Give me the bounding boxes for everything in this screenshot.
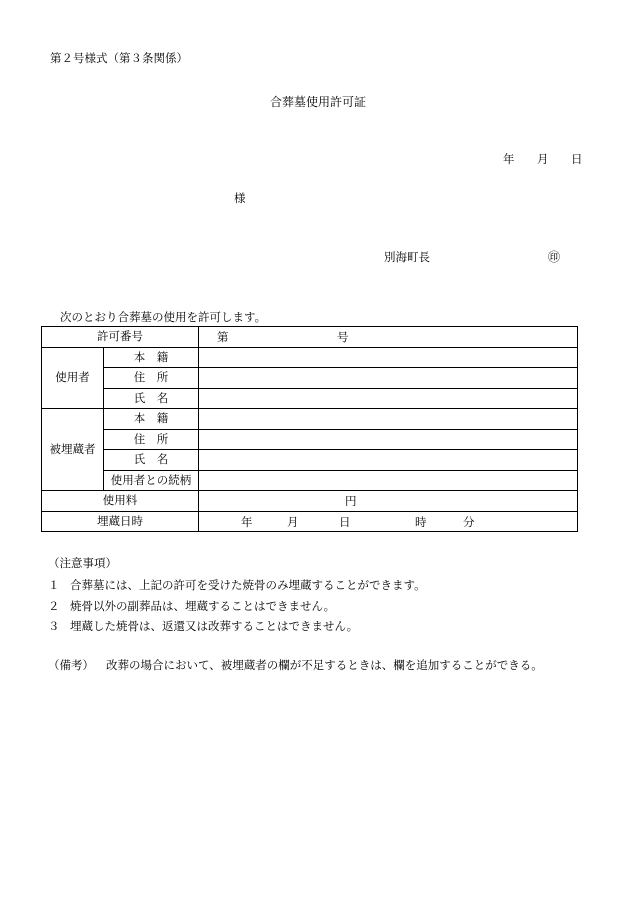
deceased-address-label: 住 所 <box>104 429 199 450</box>
relation-label: 使用者との続柄 <box>104 470 199 491</box>
burial-month-unit: 月 <box>287 514 299 529</box>
burial-datetime-label: 埋蔵日時 <box>42 511 199 532</box>
document-title: 合葬墓使用許可証 <box>270 95 367 109</box>
permit-number-prefix: 第 <box>217 330 229 344</box>
table-row <box>42 450 578 471</box>
note-number: １ <box>48 578 60 592</box>
user-honseki-label: 本 籍 <box>104 347 199 368</box>
date-day-label: 日 <box>571 152 583 166</box>
permit-number-label: 許可番号 <box>42 327 199 348</box>
date-month-label: 月 <box>537 152 549 166</box>
user-name-value <box>199 388 578 409</box>
deceased-honseki-value <box>199 409 578 430</box>
deceased-name-label: 氏 名 <box>104 450 199 471</box>
deceased-group-label: 被埋蔵者 <box>42 409 104 491</box>
table-row <box>42 429 578 450</box>
fee-cell <box>199 491 578 512</box>
note-number: ３ <box>48 619 60 633</box>
fee-label: 使用料 <box>42 491 199 512</box>
form-number: 第２号様式（第３条関係） <box>50 51 188 65</box>
addressee-suffix: 様 <box>234 191 246 205</box>
date-year-label: 年 <box>503 152 515 166</box>
user-address-label: 住 所 <box>104 368 199 389</box>
permit-number-suffix: 号 <box>337 330 349 344</box>
issuer-name: 別海町長 <box>384 250 430 264</box>
burial-year-unit: 年 <box>241 514 253 529</box>
table-row <box>42 388 578 409</box>
table-row <box>42 511 578 532</box>
user-address-value <box>199 368 578 389</box>
fee-unit: 円 <box>345 494 357 508</box>
deceased-honseki-label: 本 籍 <box>104 409 199 430</box>
user-honseki-value <box>199 347 578 368</box>
permit-table <box>41 326 578 532</box>
deceased-name-value <box>199 450 578 471</box>
user-name-label: 氏 名 <box>104 388 199 409</box>
burial-day-unit: 日 <box>339 514 351 529</box>
table-row <box>42 327 578 348</box>
table-row <box>42 491 578 512</box>
note-text: 埋蔵した焼骨は、返還又は改葬することはできません。 <box>70 619 359 633</box>
note-text: 合葬墓には、上記の許可を受けた焼骨のみ埋蔵することができます。 <box>70 578 426 592</box>
remarks-label: （備考） <box>48 658 94 672</box>
table-row <box>42 409 578 430</box>
intro-text: 次のとおり合葬墓の使用を許可します。 <box>60 310 267 324</box>
burial-datetime-cell <box>199 511 578 532</box>
user-group-label: 使用者 <box>42 347 104 409</box>
table-row <box>42 368 578 389</box>
table-row <box>42 470 578 491</box>
note-number: ２ <box>48 599 60 613</box>
seal-mark: ㊞ <box>548 250 561 264</box>
burial-hour-unit: 時 <box>415 514 427 529</box>
deceased-address-value <box>199 429 578 450</box>
relation-value <box>199 470 578 491</box>
burial-minute-unit: 分 <box>463 514 475 529</box>
permit-number-cell <box>199 327 578 348</box>
note-text: 焼骨以外の副葬品は、埋蔵することはできません。 <box>70 599 336 613</box>
remarks-text: 改葬の場合において、被埋蔵者の欄が不足するときは、欄を追加することができる。 <box>106 658 543 672</box>
table-row <box>42 347 578 368</box>
notes-heading: （注意事項） <box>48 556 117 570</box>
